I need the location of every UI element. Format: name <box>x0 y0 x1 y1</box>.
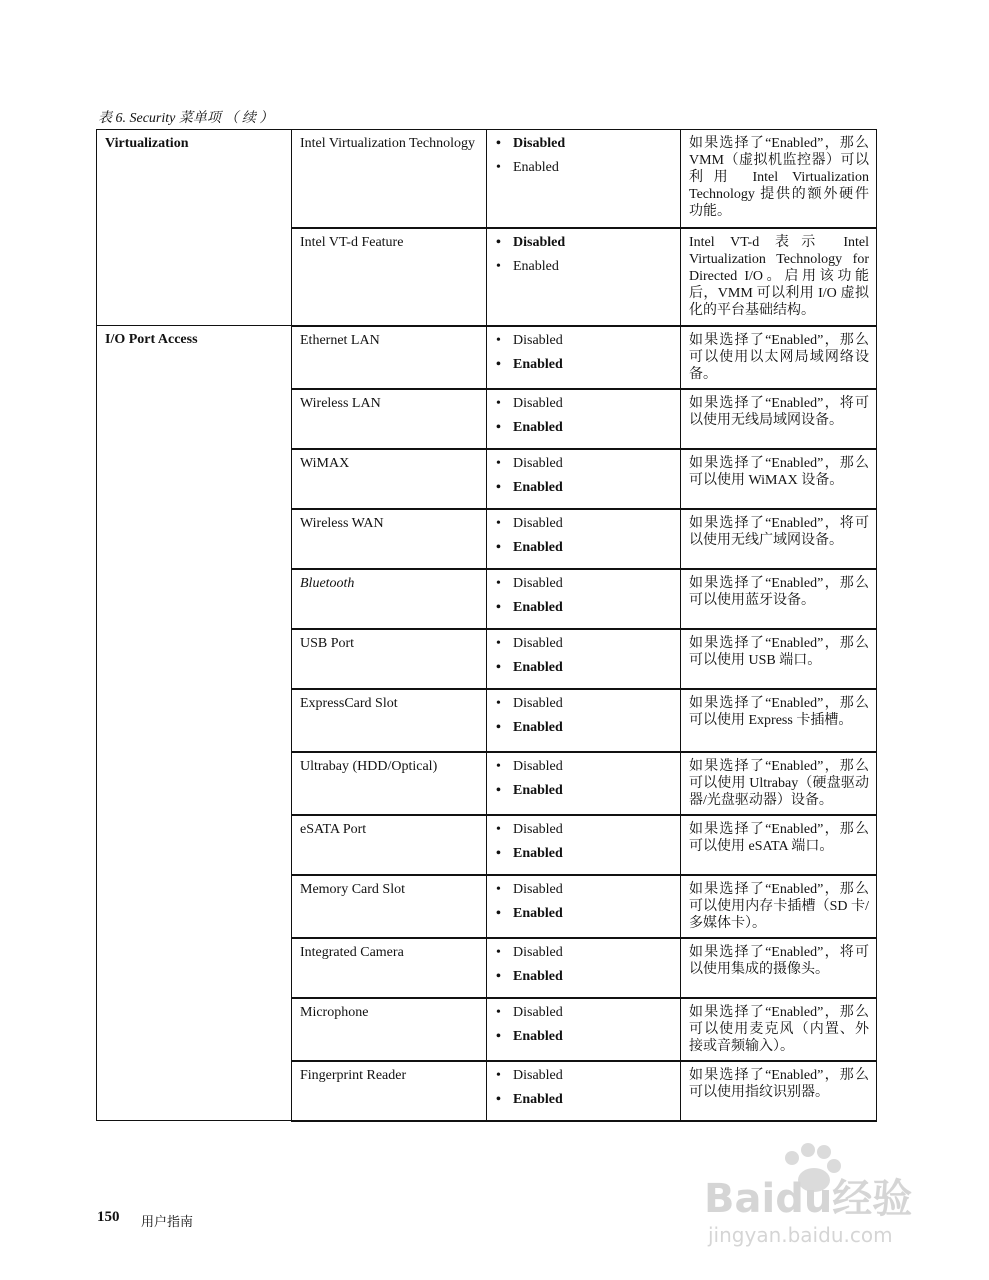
option-list-cell <box>487 998 681 1061</box>
security-menu-table <box>96 129 877 1122</box>
option-default: • Enabled <box>495 782 673 806</box>
option-list-cell <box>487 629 681 689</box>
option-default: • Enabled <box>495 1091 673 1115</box>
item-description: 如果选择了“Enabled”，将可以使用无线广域网设备。 <box>681 509 877 569</box>
item-description: 如果选择了“Enabled”，那么可以使用 Ultrabay（硬盘驱动器/光盘驱动器）设备。 <box>681 752 877 815</box>
menu-item-name: Wireless LAN <box>292 389 487 449</box>
menu-item-name: Fingerprint Reader <box>292 1061 487 1121</box>
menu-item-name: Intel Virtualization Technology <box>292 130 487 228</box>
option-list <box>495 944 673 992</box>
item-description: 如果选择了“Enabled”，那么可以使用 Express 卡插槽。 <box>681 689 877 752</box>
option-list <box>495 395 673 443</box>
option-list-cell <box>487 130 681 228</box>
option-default: • Enabled <box>495 659 673 683</box>
table-caption: 表 6. Security 菜单项 （ 续 ） <box>98 111 274 126</box>
option-list-cell <box>487 569 681 629</box>
group-title: Virtualization <box>97 130 292 326</box>
option-default: • Enabled <box>495 905 673 929</box>
option: • Disabled <box>495 1004 673 1028</box>
option: • Disabled <box>495 821 673 845</box>
option-list-cell <box>487 228 681 326</box>
option-list <box>495 234 673 282</box>
option-list <box>495 1067 673 1115</box>
menu-item-name: WiMAX <box>292 449 487 509</box>
option-list <box>495 575 673 623</box>
option-default: • Enabled <box>495 845 673 869</box>
option-list <box>495 332 673 380</box>
option-list-cell <box>487 689 681 752</box>
option: • Disabled <box>495 575 673 599</box>
option: • Disabled <box>495 395 673 419</box>
menu-item-name: Memory Card Slot <box>292 875 487 938</box>
option: • Disabled <box>495 332 673 356</box>
table-row <box>97 326 877 389</box>
option-list-cell <box>487 1061 681 1121</box>
option-list <box>495 695 673 743</box>
table-body <box>97 130 877 1121</box>
menu-item-name: USB Port <box>292 629 487 689</box>
option-default: • Enabled <box>495 719 673 743</box>
menu-item-name: ExpressCard Slot <box>292 689 487 752</box>
option-list <box>495 1004 673 1052</box>
menu-item-name: Wireless WAN <box>292 509 487 569</box>
option-list <box>495 758 673 806</box>
item-description: 如果选择了“Enabled”，那么可以使用蓝牙设备。 <box>681 569 877 629</box>
option-list-cell <box>487 509 681 569</box>
option: • Enabled <box>495 159 673 183</box>
table-row <box>97 130 877 228</box>
option: • Disabled <box>495 455 673 479</box>
menu-item-name: Microphone <box>292 998 487 1061</box>
item-description: 如果选择了“Enabled”，那么可以使用指纹识别器。 <box>681 1061 877 1121</box>
menu-item-name: Intel VT-d Feature <box>292 228 487 326</box>
item-description: 如果选择了“Enabled”，那么 VMM（虚拟机监控器）可以利用 Intel Virtualization Technology 提供的额外硬件功能。 <box>681 130 877 228</box>
footer-title: 用户指南 <box>141 1214 194 1229</box>
item-description: 如果选择了“Enabled”，那么可以使用 eSATA 端口。 <box>681 815 877 875</box>
option-list <box>495 881 673 929</box>
option: • Disabled <box>495 695 673 719</box>
watermark-url: jingyan.baidu.com <box>708 1223 893 1247</box>
item-description: 如果选择了“Enabled”，那么可以使用 WiMAX 设备。 <box>681 449 877 509</box>
watermark-brand: Baidu经验 <box>704 1176 913 1222</box>
option-list-cell <box>487 389 681 449</box>
option-default: • Enabled <box>495 356 673 380</box>
option-list <box>495 135 673 183</box>
option: • Enabled <box>495 258 673 282</box>
item-description: 如果选择了“Enabled”，那么可以使用以太网局域网络设备。 <box>681 326 877 389</box>
menu-item-name: Ethernet LAN <box>292 326 487 389</box>
item-description: Intel VT-d 表示 Intel Virtualization Technology for Directed I/O。启用该功能后，VMM 可以利用 I/O 虚拟化的平台基础结构。 <box>681 228 877 326</box>
option: • Disabled <box>495 758 673 782</box>
option-default: • Enabled <box>495 968 673 992</box>
item-description: 如果选择了“Enabled”，那么可以使用 USB 端口。 <box>681 629 877 689</box>
option-default: • Disabled <box>495 135 673 159</box>
menu-item-name: Bluetooth <box>292 569 487 629</box>
option-default: • Enabled <box>495 599 673 623</box>
menu-item-name: Ultrabay (HDD/Optical) <box>292 752 487 815</box>
option-list <box>495 515 673 563</box>
option-list-cell <box>487 752 681 815</box>
option-list <box>495 821 673 869</box>
item-description: 如果选择了“Enabled”，将可以使用无线局域网设备。 <box>681 389 877 449</box>
option-list-cell <box>487 875 681 938</box>
option-list <box>495 455 673 503</box>
option-list-cell <box>487 938 681 998</box>
option: • Disabled <box>495 881 673 905</box>
option-default: • Disabled <box>495 234 673 258</box>
group-title: I/O Port Access <box>97 326 292 1121</box>
option-list-cell <box>487 449 681 509</box>
menu-item-name: eSATA Port <box>292 815 487 875</box>
item-description: 如果选择了“Enabled”，那么可以使用内存卡插槽（SD 卡/多媒体卡）。 <box>681 875 877 938</box>
option-list-cell <box>487 326 681 389</box>
option: • Disabled <box>495 944 673 968</box>
menu-item-name: Integrated Camera <box>292 938 487 998</box>
option: • Disabled <box>495 635 673 659</box>
option-list-cell <box>487 815 681 875</box>
option: • Disabled <box>495 1067 673 1091</box>
option-default: • Enabled <box>495 419 673 443</box>
option-list <box>495 635 673 683</box>
baidu-jingyan-watermark <box>700 1140 940 1250</box>
item-description: 如果选择了“Enabled”，那么可以使用麦克风（内置、外接或音频输入）。 <box>681 998 877 1061</box>
option-default: • Enabled <box>495 479 673 503</box>
option: • Disabled <box>495 515 673 539</box>
item-description: 如果选择了“Enabled”，将可以使用集成的摄像头。 <box>681 938 877 998</box>
page-number: 150 <box>97 1209 120 1225</box>
option-default: • Enabled <box>495 539 673 563</box>
option-default: • Enabled <box>495 1028 673 1052</box>
